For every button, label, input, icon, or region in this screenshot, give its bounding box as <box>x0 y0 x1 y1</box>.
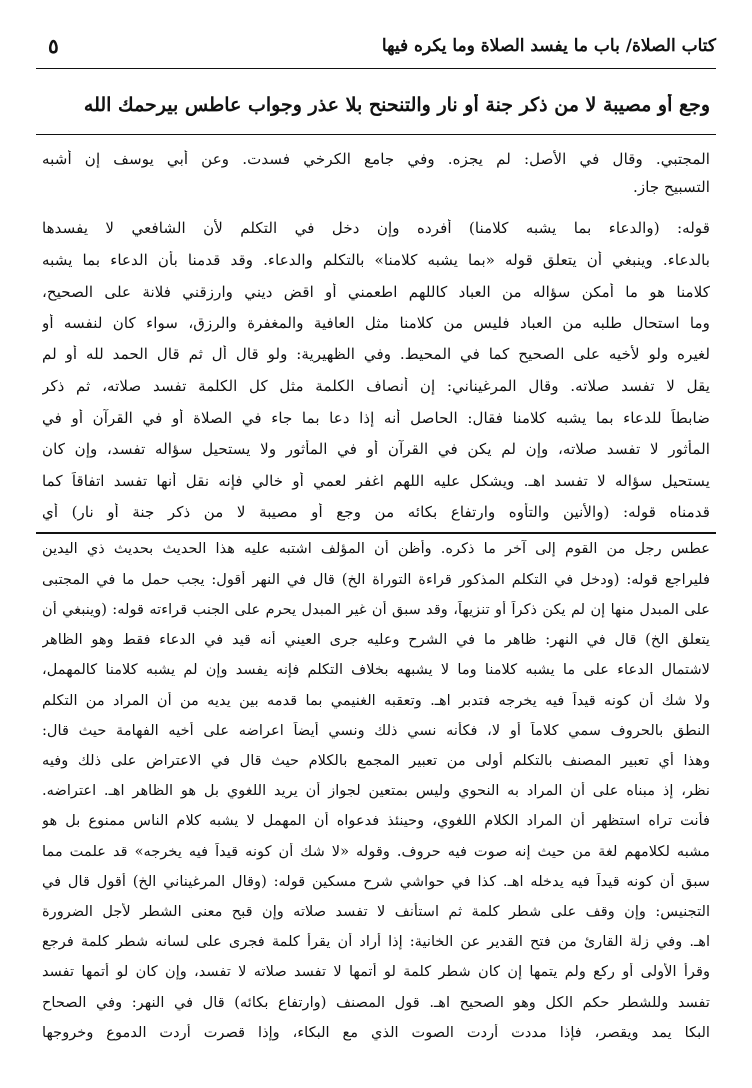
footnote-line: البكا يمد ويقصر، فإذا مددت أردت الصوت الذي مع البكاء، وإذا قصرت أردت الدموع وخروجها <box>42 1024 710 1041</box>
footnote-line: يتعلق الخ) قال في النهر: ظاهر ما في الشرح وعليه جرى العيني أنه قيد في الدعاء فقط وهو الظاهر <box>42 631 710 648</box>
main-text-line: وجع أو مصيبة لا من ذكر جنة أو نار والتنحنح بلا عذر وجواب عاطس بيرحمك الله <box>83 94 710 116</box>
commentary-line: يستحيل سؤاله لا تفسد اهـ. ويشكل عليه اللهم اغفر لعمي أو خالي فإنه نقل أنها تفسد اتفاقاً كما <box>42 472 710 490</box>
commentary-line: وما استحال طلبه من العباد فليس من كلامنا مثل العافية والمغفرة والرزق، سواء كان لنفسه أو <box>42 314 710 332</box>
footnote-line: سبق أن كونه قيداً فيه يدخله اهـ. كذا في حواشي شرح مسكين قوله: (وقال المرغيناني الخ) أقول قال في <box>42 873 710 890</box>
footnote-line: على المبدل منها إن لم يكن ذكراً أو تنزيهاً، وقد سبق أن غير المبدل يحرم على الجنب قراءته قوله: (وينبغي أن <box>42 601 710 618</box>
footnote-line: النطق بالحروف سمي كلاماً أو لا، فكأنه نسي ذلك ونسي أيضاً اعراضه على أخيه الفهامة حيث قال: <box>42 722 710 739</box>
footnote-line: نظر، إذ مبناه على أن المراد به النحوي وليس بمتعين لجواز أن يريد اللغوي بل هو الظاهر اهـ. اعتراضه. <box>42 782 710 799</box>
commentary-line: المأثور لا تفسد صلاته، وإن لم يكن في القرآن أو في المأثور ولا يستحيل سؤاله تفسد، وإن كان <box>42 440 710 458</box>
commentary-line: لغيره ولو لأخيه على الصحيح كما في المحيط. وفي الظهيرية: ولو قال أل ثم قال الحمد لله أو لم <box>42 345 710 363</box>
footnote-line: ولا شك أن كونه قيداً فيه يخرجه فتدبر اهـ. وتعقبه الغنيمي بما قدمه بين يديه من أن المراد من التكلم <box>42 692 710 709</box>
commentary-line: التسبيح جاز. <box>633 178 710 196</box>
main-text-rule <box>36 134 716 135</box>
footnote-line: مشبه لكلامهم لغة من حيث إنه صوت فيه حروف. وقوله «لا شك أن كونه قيداً فيه يخرجه» قد علمت مما <box>42 843 710 860</box>
footnote-line: فليراجع قوله: (ودخل في التكلم المذكور قراءة التوراة الخ) قال في النهر أقول: يجب حمل ما في المجتبى <box>42 571 710 588</box>
running-header <box>44 34 716 64</box>
commentary-line: المجتبي. وقال في الأصل: لم يجزه. وفي جامع الكرخي فسدت. وعن أبي يوسف إن أشبه <box>42 150 710 168</box>
header-rule <box>36 68 716 69</box>
footnote-line: تفسد وللشطر حكم الكل وهو الصحيح اهـ. قول المصنف (وارتفاع بكائه) قال في النهر: وفي الصحاح <box>42 994 710 1011</box>
footnote-rule <box>36 532 716 534</box>
footnote-line: فأنت تراه استظهر أن المراد الكلام اللغوي، وحينئذ فدعواه أن المهمل لا يشبه كلام الناس ممنوع بل هو <box>42 812 710 829</box>
footnote-line: عطس رجل من القوم إلى آخر ما ذكره. وأظن أن المؤلف اشتبه عليه هذا الحديث بحديث ذي اليدين <box>42 540 710 557</box>
commentary-line: كلامنا هو ما أمكن سؤاله من العباد كاللهم اطعمني أو اقض ديني وارزقني فلانة على الصحيح، <box>42 283 710 301</box>
commentary-line: قوله: (والدعاء بما يشبه كلامنا) أفرده وإن دخل في التكلم لأن الشافعي لا يفسدها <box>42 219 710 237</box>
footnote-line: التجنيس: وإن وقف على شطر كلمة ثم استأنف لا تفسد صلاته وإن قبح معنى الشطر لأجل الضرورة <box>42 903 710 920</box>
commentary-line: قدمناه قوله: (والأنين والتأوه وارتفاع بكائه من وجع أو مصيبة لا من ذكر جنة أو نار) أي <box>42 503 710 521</box>
commentary-line: يقل لا تفسد صلاته. وقال المرغيناني: إن أنصاف الكلمة مثل كل الكلمة تفسد صلاته، ثم ذكر <box>42 377 710 395</box>
footnote-line: اهـ. وفي زلة القارئ من فتح القدير عن الخانية: إذا أراد أن يقرأ كلمة فجرى على لسانه شطر كلمة فرجع <box>42 933 710 950</box>
footnote-line: وهذا أي تعبير المصنف بالتكلم أولى من تعبير المجمع بالكلام حيث قال في الاعتراض على ذلك وفيه <box>42 752 710 769</box>
commentary-line: بالدعاء. وينبغي أن يتعلق قوله «بما يشبه كلامنا» بالتكلم والدعاء. وقد قدمنا بأن الدعاء بما يشبه <box>42 251 710 269</box>
footnote-line: لاشتمال الدعاء على ما يشبه كلامنا وما لا يشبهه بخلاف التكلم فإنه يفسد وإن لم يشبه كلامنا كالمهمل، <box>42 661 710 678</box>
running-title: كتاب الصلاة/ باب ما يفسد الصلاة وما يكره فيها <box>381 36 716 56</box>
page-number: ٥ <box>48 34 59 58</box>
commentary-line: ضابطاً للدعاء بما يشبه كلامنا فقال: الحاصل أنه إذا دعا بما جاء في الصلاة أو في القرآن أو في <box>42 409 710 427</box>
footnote-line: وقرأ الأولى أو ركع ولم يتمها إن كان شطر كلمة لو أتمها لا تفسد صلاته لا تفسد، وإن كان لو أتمها تفسد <box>42 963 710 980</box>
